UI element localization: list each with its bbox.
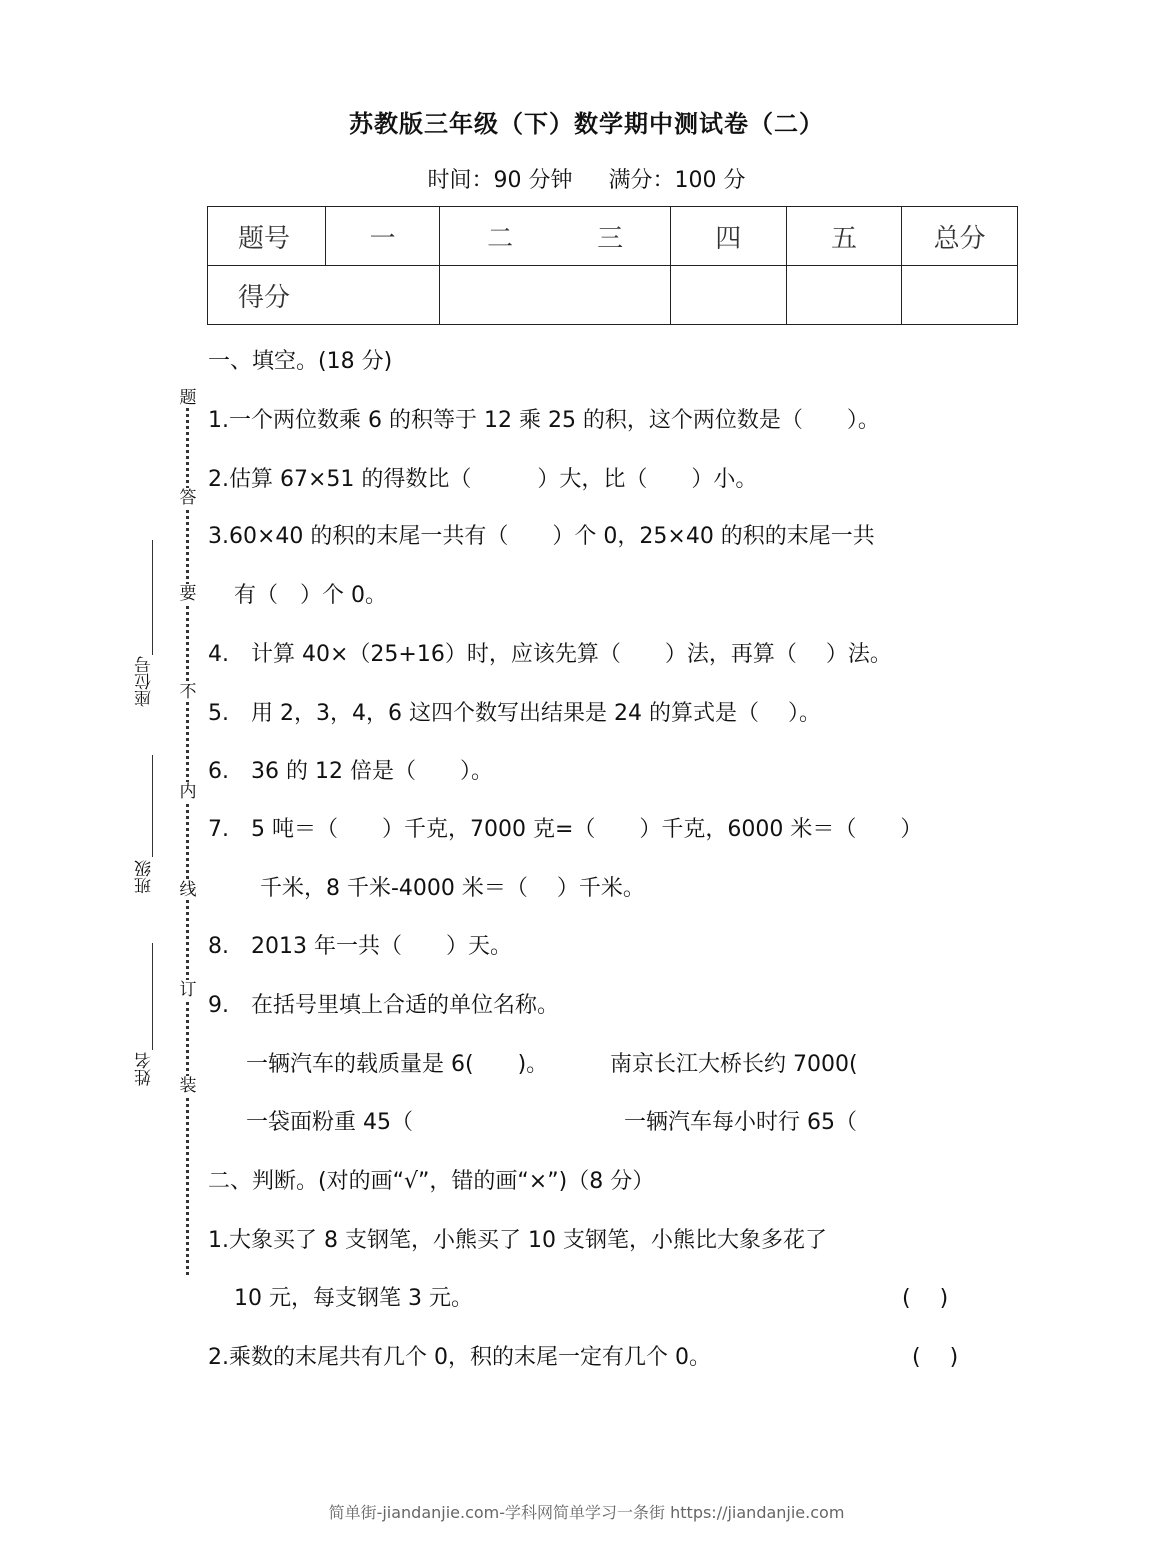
score-input-4[interactable] [670,266,786,325]
question-1-9c: 一袋面粉重 45（ [246,1110,413,1135]
score-input-total[interactable] [902,266,1018,325]
margin-char: 内 [179,782,197,802]
page-footer: 简单街-jiandanjie.com-学科网简单学习一条街 https://jiandanjie.com [328,1503,845,1522]
score-cell-2-3 [440,207,671,266]
question-1-6: 6. 36 的 12 倍是（ ）。 [208,759,493,784]
margin-char: 答 [179,488,197,508]
score-row-label: 得分 [208,266,440,325]
question-1-9: 9. 在括号里填上合适的单位名称。 [208,993,559,1018]
class-label: 班级 [135,860,155,894]
question-2-1: 1.大象买了 8 支钢笔，小熊买了 10 支钢笔，小熊比大象多花了 [208,1228,827,1253]
question-1-3-cont: 有（ ）个 0。 [234,583,387,608]
seat-number-blank[interactable] [152,540,153,655]
judge-answer-box-2[interactable]: ( ) [912,1345,959,1370]
score-input-2-3[interactable] [440,266,671,325]
question-1-5: 5. 用 2，3，4，6 这四个数写出结果是 24 的算式是（ ）。 [208,701,821,726]
score-table [207,206,1018,325]
question-1-4: 4. 计算 40×（25+16）时，应该先算（ ）法，再算（ ）法。 [208,642,892,667]
question-1-9b: 南京长江大桥长约 7000( [610,1052,858,1077]
name-blank[interactable] [152,943,153,1050]
margin-char: 不 [179,682,197,702]
margin-char: 线 [179,880,197,900]
question-2-2: 2.乘数的末尾共有几个 0，积的末尾一定有几个 0。 [208,1345,711,1370]
section-1-title: 一、填空。(18 分) [208,349,393,374]
question-1-9a: 一辆汽车的载质量是 6( )。 [246,1052,549,1077]
score-cell-3: 三 [597,223,624,254]
margin-char: 题 [179,388,197,408]
margin-char: 要 [179,584,197,604]
margin-char: 装 [179,1076,197,1096]
binding-dotted-line [186,390,189,1275]
score-cell-2: 二 [487,223,514,254]
exam-time: 时间：90 分钟 [427,168,573,193]
question-1-7-cont: 千米，8 千米-4000 米＝（ ）千米。 [260,876,645,901]
margin-char: 订 [179,980,197,1000]
exam-full-score: 满分：100 分 [608,168,746,193]
score-table-header-row [208,207,1018,266]
question-1-3: 3.60×40 的积的末尾一共有（ ）个 0，25×40 的积的末尾一共 [208,524,875,549]
score-cell-1: 一 [325,207,440,266]
score-cell-total: 总分 [902,207,1018,266]
score-cell-label: 题号 [208,207,326,266]
class-blank[interactable] [152,755,153,857]
seat-number-label: 座位号 [135,656,155,707]
question-1-7: 7. 5 吨＝（ ）千克，7000 克=（ ）千克，6000 米＝（ ） [208,817,923,842]
exam-title: 苏教版三年级（下）数学期中测试卷（二） [349,110,824,138]
score-cell-4: 四 [670,207,786,266]
question-1-1: 1.一个两位数乘 6 的积等于 12 乘 25 的积，这个两位数是（ ）。 [208,408,880,433]
score-table-score-row [208,266,1018,325]
question-2-1-cont: 10 元，每支钢笔 3 元。 [234,1286,473,1311]
section-2-title: 二、判断。(对的画“√”，错的画“×”)（8 分） [208,1169,655,1194]
score-input-5[interactable] [786,266,902,325]
question-1-2: 2.估算 67×51 的得数比（ ）大，比（ ）小。 [208,467,758,492]
judge-answer-box-1[interactable]: ( ) [902,1286,949,1311]
score-cell-5: 五 [786,207,902,266]
name-label: 姓名 [135,1052,155,1086]
exam-subtitle [0,163,1173,194]
question-1-8: 8. 2013 年一共（ ）天。 [208,934,512,959]
question-1-9d: 一辆汽车每小时行 65（ [624,1110,857,1135]
